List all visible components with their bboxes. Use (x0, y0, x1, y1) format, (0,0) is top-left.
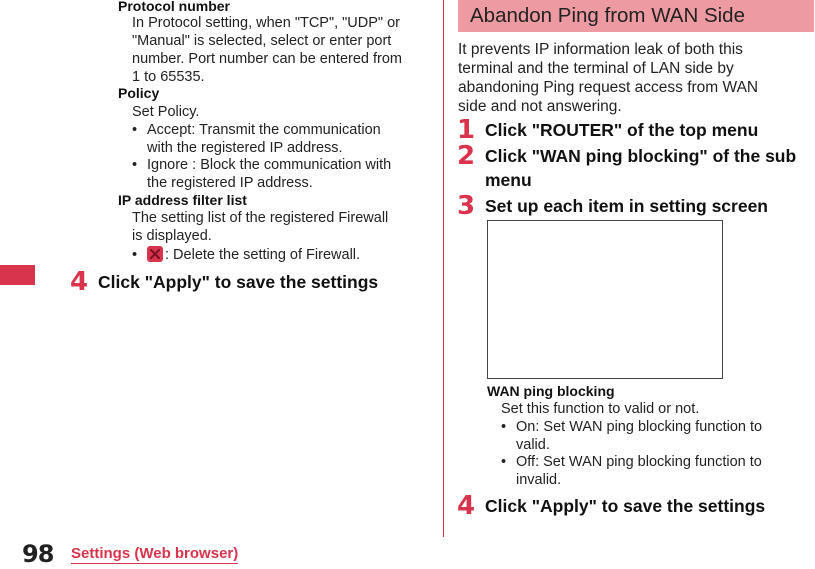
policy-desc: Set Policy. (132, 104, 200, 120)
delete-icon (147, 246, 163, 262)
left-step-4 (70, 267, 379, 297)
footer-section-label: Settings (Web browser) (71, 545, 239, 562)
right-step-4 (457, 491, 766, 521)
ip-filter-desc: The setting list of the registered Firewall is displayed. (132, 210, 389, 244)
page-number: 98 (22, 540, 54, 568)
wan-ping-desc: Set this function to valid or not. (501, 401, 700, 417)
step-number: 3 (457, 191, 476, 221)
page-edge-tab (0, 265, 35, 285)
step-text: Click "ROUTER" of the top menu (485, 120, 759, 140)
step-text: Click "WAN ping blocking" of the sub menu (485, 146, 797, 190)
wan-ping-term: WAN ping blocking (487, 383, 615, 399)
step-number: 1 (457, 115, 476, 145)
section-intro: It prevents IP information leak of both this terminal and the terminal of LAN side by abandoning Ping request access from WAN side and not answering. (458, 41, 759, 115)
policy-term: Policy (118, 85, 160, 101)
settings-screenshot-placeholder (487, 220, 723, 379)
ip-filter-term: IP address filter list (118, 192, 247, 208)
right-step-1 (457, 115, 759, 145)
right-step-2 (457, 141, 797, 192)
step-text: Click "Apply" to save the settings (485, 496, 766, 516)
column-divider (443, 0, 444, 537)
step-text: Set up each item in setting screen (485, 196, 768, 216)
section-header: Abandon Ping from WAN Side (458, 0, 814, 32)
step-text: Click "Apply" to save the settings (98, 272, 379, 292)
step-number: 2 (457, 141, 476, 171)
step-number: 4 (70, 267, 89, 297)
right-step-3 (457, 191, 768, 221)
step-number: 4 (457, 491, 476, 521)
protocol-number-desc: In Protocol setting, when "TCP", "UDP" or "Manual" is selected, select or enter port number. Port number can be entered from 1 to 65535. (132, 15, 403, 85)
protocol-number-term: Protocol number (118, 0, 231, 14)
